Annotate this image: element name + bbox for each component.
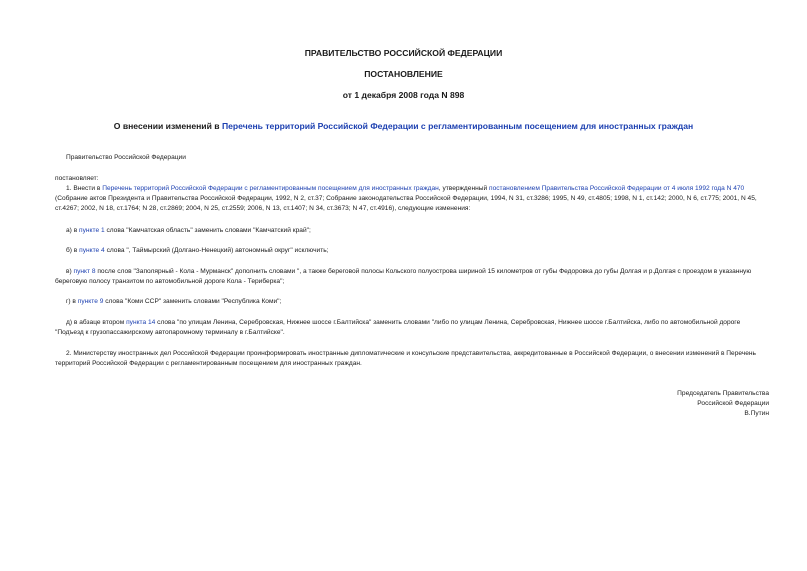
point-4-link[interactable]: пункте 4 [79,247,105,254]
sub-g-text-b: слова "Коми ССР" заменить словами "Республика Коми"; [103,298,282,305]
decrees-line: постановляет: [55,175,99,182]
date-number-heading: от 1 декабря 2008 года N 898 [342,90,465,100]
sub-a-paragraph [55,226,770,236]
list-of-territories-link[interactable]: Перечень территорий Российской Федерации с регламентированным посещением для иностранных граждан [102,185,439,192]
point-9-link[interactable]: пункте 9 [77,298,104,305]
sub-b-text-a: б) в [66,247,80,254]
sub-d-text-a: д) в абзаце втором [66,319,127,326]
sub-b-paragraph [55,246,770,256]
item-2-paragraph: 2. Министерству иностранных дел Российской Федерации проинформировать иностранные дипломатические и консульские представительства, аккредитованные в Российской Федерации, о внесении изменений в Перечень территорий Российской Федерации с регламентированным посещением для иностранных граждан. [55,350,756,368]
sub-v-text-b: после слов "Заполярный - Кола - Мурманск" дополнить словами ", а также береговой полосы Кольского полуострова шириной 15 километров от губы Федоровка до губы Долгая и р.Долгая с проездом в указанную береговую полосу транзитом по автомобильной дороге Кола - Териберка"; [55,268,752,286]
signature-country: Российской Федерации [697,400,769,408]
resolution-470-link[interactable]: постановлением Правительства Российской Федерации от 4 июля 1992 года N 470 [489,185,745,192]
signature-position: Председатель Правительства [677,390,769,397]
sub-v-paragraph [55,267,770,287]
point-8-link[interactable]: пункт 8 [73,268,96,275]
item-1-paragraph [55,184,770,215]
sub-d-text-b: слова "по улицам Ленина, Серебровская, Нижнее шоссе г.Балтийска" заменить словами "либо по улицам Ленина, Серебровская, Нижнее шоссе г.Балтийска, либо по автомобильной дороге "Подъезд к грузопассажирскому автопаромному терминалу в г.Балтийске". [55,319,741,337]
title-prefix: О внесении изменений в [113,121,222,131]
point-14-link[interactable]: пункта 14 [126,319,156,326]
org-heading: ПРАВИТЕЛЬСТВО РОССИЙСКОЙ ФЕДЕРАЦИИ [304,48,503,58]
document-title [40,121,767,131]
item-1-text-a: 1. Внести в [66,185,103,192]
sub-a-text-b: слова "Камчатская область" заменить словами "Камчатский край"; [104,227,311,234]
item-1-text-c: (Собрание актов Президента и Правительства Российской Федерации, 1992, N 2, ст.37; Собрание законодательства Российской Федерации, 1994, N 31, ст.3286; 1995, N 49, ст.4805; 1998, N 1, ст.142; 2000, N 6, ст.775; 2001, N 45, ст.4267; 2002, N 18, ст.1764; N 28, ст.2869; 2004, N 25, ст.2559; 2006, N 13, ст.1407; N 34, ст.3673; N 47, ст.4916), следующие изменения: [55,195,757,213]
signature-name: В.Путин [744,410,769,418]
sub-b-text-b: слова ", Таймырский (Долгано-Ненецкий) автономный округ" исключить; [104,247,329,254]
title-link[interactable]: Перечень территорий Российской Федерации с регламентированным посещением для иностранных граждан [221,121,694,131]
sub-g-paragraph [55,297,770,307]
doc-type-heading: ПОСТАНОВЛЕНИЕ [364,69,443,79]
sub-d-paragraph [55,318,770,338]
government-line: Правительство Российской Федерации [66,154,186,161]
point-1-link[interactable]: пункте 1 [79,227,105,234]
item-1-text-b: , утвержденный [438,185,489,192]
sub-v-text-a: в) [66,268,74,275]
sub-g-text-a: г) в [66,298,78,305]
sub-a-text-a: а) в [66,227,80,234]
signature-block [677,389,769,420]
